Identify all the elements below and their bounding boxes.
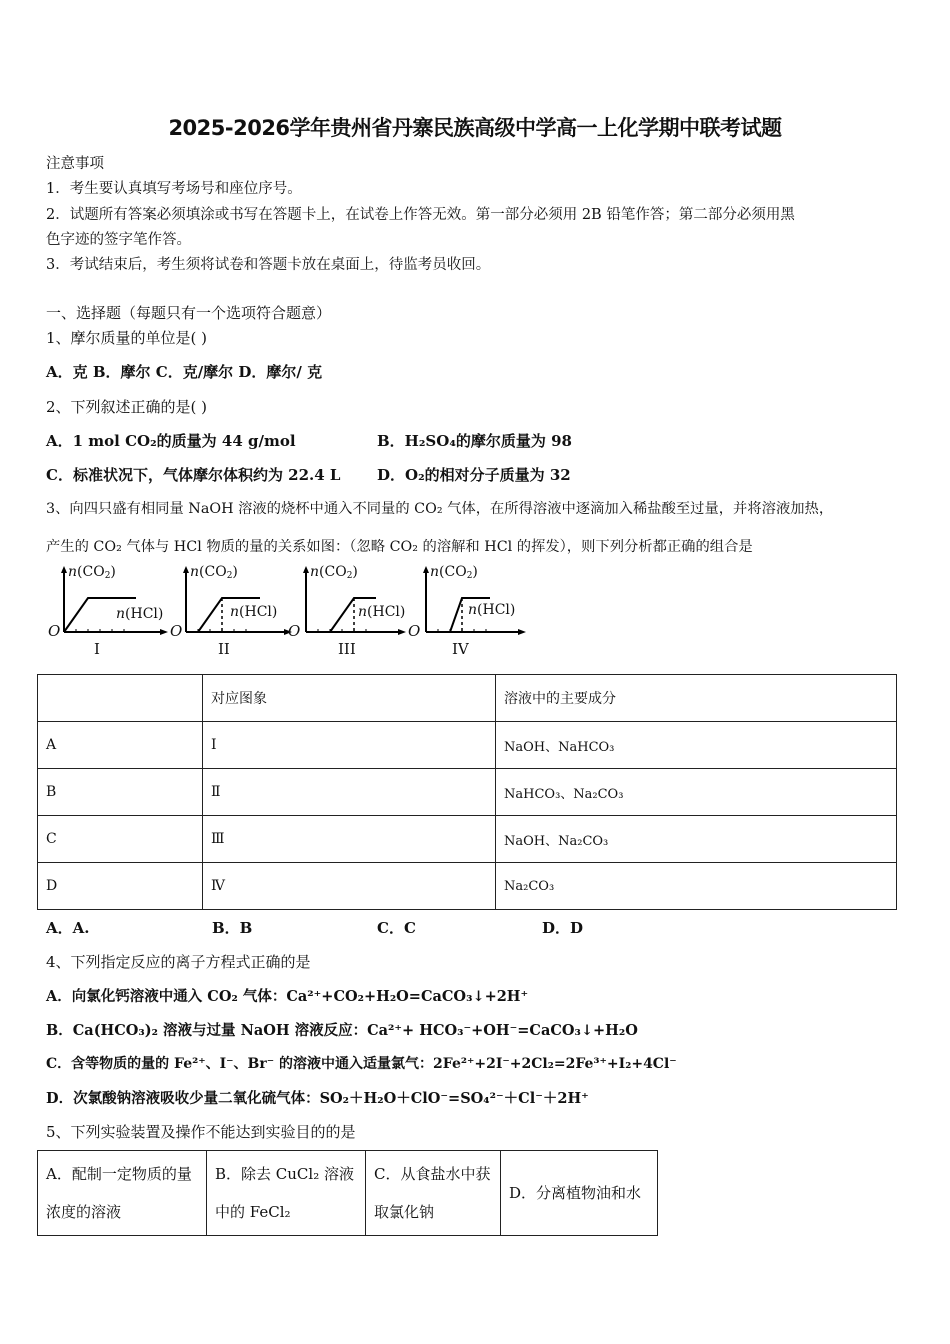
q4-option-c: C．含等物质的量的 Fe²⁺、I⁻、Br⁻ 的溶液中通入适量氯气：2Fe²⁺+2I⁻+2Cl₂=2Fe³⁺+I₂+4Cl⁻ [46,1056,677,1072]
table-cell: B [38,769,203,816]
table-row [38,769,897,816]
graph-ii: $n(CO_2)$ n(HCl) O II [168,562,298,662]
table-header-cell: 对应图象 [203,675,496,722]
table-row [38,722,897,769]
q3-option-a: A．A. [46,919,90,937]
table-cell: Na₂CO₃ [496,863,897,910]
table-cell: Ⅰ [203,722,496,769]
q5-table [37,1150,658,1236]
q4-option-a: A．向氯化钙溶液中通入 CO₂ 气体：Ca²⁺+CO₂+H₂O=CaCO₃↓+2H⁺ [46,988,529,1005]
q3-stem-line2: 产生的 CO₂ 气体与 HCl 物质的量的关系如图：（忽略 CO₂ 的溶解和 HCl 的挥发），则下列分析都正确的组合是 [46,539,753,555]
q1-stem: 1、摩尔质量的单位是( ) [46,329,208,347]
q3-option-d: D．D [542,919,584,937]
q3-stem-line1: 3、向四只盛有相同量 NaOH 溶液的烧杯中通入不同量的 CO₂ 气体，在所得溶液中逐滴加入稀盐酸至过量，并将溶液加热， [46,501,834,517]
notice-heading: 注意事项 [46,156,104,172]
q3-option-c: C．C [377,919,416,937]
q4-option-d: D．次氯酸钠溶液吸收少量二氧化硫气体：SO₂＋H₂O＋ClO⁻=SO₄²⁻＋Cl⁻＋2H⁺ [46,1090,589,1107]
table-cell: D [38,863,203,910]
table-header-cell: 溶液中的主要成分 [496,675,897,722]
notice-item-1: 1．考生要认真填写考场号和座位序号。 [46,181,302,197]
notice-item-2-cont: 色字迹的签字笔作答。 [46,232,191,248]
table-cell: NaOH、NaHCO₃ [496,722,897,769]
q2-option-d: D．O₂的相对分子质量为 32 [377,466,571,484]
q5-cell-d: D．分离植物油和水 [501,1151,658,1236]
q2-option-c: C．标准状况下，气体摩尔体积约为 22.4 L [46,466,341,484]
notice-item-3: 3．考试结束后，考生须将试卷和答题卡放在桌面上，待监考员收回。 [46,257,491,273]
graph-iii-label: III [338,640,356,658]
table-cell: Ⅲ [203,816,496,863]
table-cell: Ⅱ [203,769,496,816]
graph-iv-label: IV [452,640,469,658]
table-cell: Ⅳ [203,863,496,910]
table-cell: NaOH、Na₂CO₃ [496,816,897,863]
table-cell: NaHCO₃、Na₂CO₃ [496,769,897,816]
q5-stem: 5、下列实验装置及操作不能达到实验目的的是 [46,1123,356,1141]
graph-i-label: I [94,640,100,658]
q5-cell-c: C．从食盐水中获取氯化钠 [366,1151,501,1236]
section-heading: 一、选择题（每题只有一个选项符合题意） [46,304,332,322]
q4-option-b: B．Ca(HCO₃)₂ 溶液与过量 NaOH 溶液反应：Ca²⁺+ HCO₃⁻+OH⁻=CaCO₃↓+H₂O [46,1022,638,1039]
q5-cell-a: A．配制一定物质的量浓度的溶液 [38,1151,207,1236]
table-row [38,863,897,910]
q2-option-a: A．1 mol CO₂的质量为 44 g/mol [46,432,296,450]
q5-cell-b: B．除去 CuCl₂ 溶液中的 FeCl₂ [207,1151,366,1236]
table-cell: A [38,722,203,769]
table-row [38,1151,658,1236]
q2-option-b: B．H₂SO₄的摩尔质量为 98 [377,432,572,450]
q3-option-b: B．B [212,919,253,937]
table-header-row [38,675,897,722]
graph-ii-label: II [218,640,230,658]
page-title: 2025-2026学年贵州省丹寨民族高级中学高一上化学期中联考试题 [168,116,782,140]
notice-item-2: 2．试题所有答案必须填涂或书写在答题卡上，在试卷上作答无效。第一部分必须用 2B 铅笔作答；第二部分必须用黑 [46,207,795,223]
q3-table [37,674,897,910]
q2-stem: 2、下列叙述正确的是( ) [46,398,208,416]
graph-iv: $n(CO_2)$ n(HCl) O IV [408,562,538,662]
q1-options: A．克 B．摩尔 C．克/摩尔 D．摩尔/ 克 [46,363,323,381]
graph-i: $n(CO_2)$ n(HCl) O I [44,562,174,662]
table-cell: C [38,816,203,863]
table-row [38,816,897,863]
q4-stem: 4、下列指定反应的离子方程式正确的是 [46,953,311,971]
table-header-cell [38,675,203,722]
graph-iii: $n(CO_2)$ n(HCl) O III [288,562,418,662]
